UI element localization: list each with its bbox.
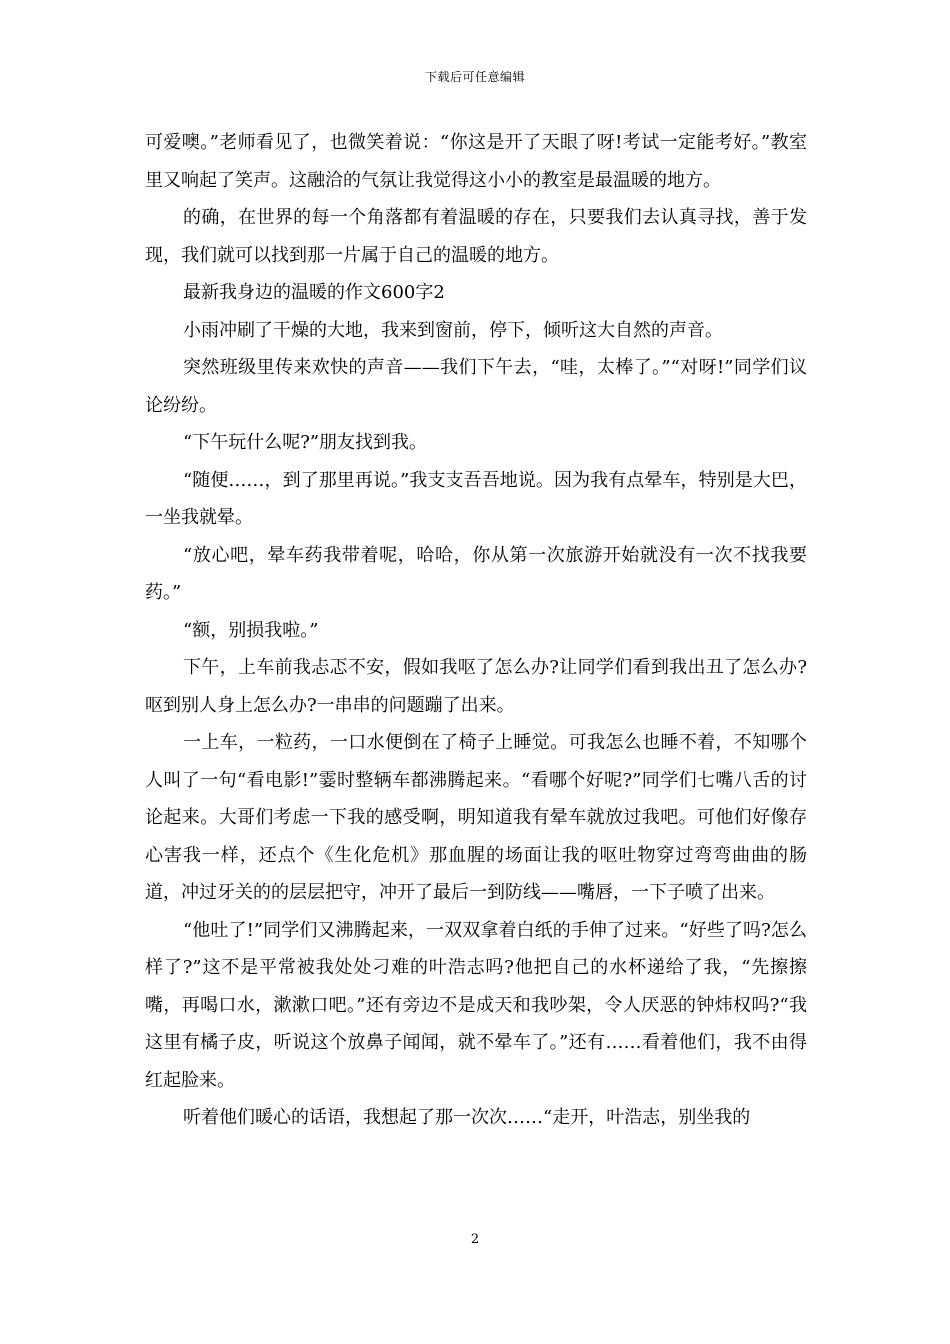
paragraph: “他吐了!”同学们又沸腾起来，一双双拿着白纸的手伸了过来。“好些了吗?怎么样了?”这不是平常被我处处刁难的叶浩志吗?他把自己的水杯递给了我，“先擦擦嘴，再喝口水，漱漱口吧。”还有旁边不是成天和我吵架，令人厌恶的钟炜权吗?“我这里有橘子皮，听说这个放鼻子闻闻，就不晕车了。”还有……看着他们，我不由得红起脸来。 (145, 919, 807, 1091)
paragraph: “随便……，到了那里再说。”我支支吾吾地说。因为我有点晕车，特别是大巴，一坐我就晕。 (145, 469, 807, 528)
paragraph: 听着他们暖心的话语，我想起了那一次次……“走开，叶浩志，别坐我的 (183, 1107, 751, 1128)
paragraph: 小雨冲刷了干燥的大地，我来到窗前，停下，倾听这大自然的声音。 (183, 319, 723, 341)
paragraph: 可爱噢。”老师看见了，也微笑着说：“你这是开了天眼了呀!考试一定能考好。”教室里又响起了笑声。这融洽的气氛让我觉得这小小的教室是最温暖的地方。 (145, 132, 807, 191)
paragraph: 的确，在世界的每一个角落都有着温暖的存在，只要我们去认真寻找，善于发现，我们就可以找到那一片属于自己的温暖的地方。 (145, 207, 807, 266)
paragraph: 最新我身边的温暖的作文600字2 (183, 282, 445, 303)
paragraph: 下午，上车前我忐忑不安，假如我呕了怎么办?让同学们看到我出丑了怎么办?呕到别人身上怎么办?一串串的问题蹦了出来。 (145, 657, 807, 716)
paragraph: 突然班级里传来欢快的声音——我们下午去，“哇，太棒了。”“对呀!”同学们议论纷纷。 (145, 357, 807, 416)
page-number: 2 (470, 1232, 480, 1247)
paragraph: “下午玩什么呢?”朋友找到我。 (183, 432, 428, 453)
page-header: 下载后可任意编辑 (424, 70, 525, 84)
paragraph: 一上车，一粒药，一口水便倒在了椅子上睡觉。可我怎么也睡不着，不知哪个人叫了一句“看电影!”霎时整辆车都沸腾起来。“看哪个好呢?”同学们七嘴八舌的讨论起来。大哥们考虑一下我的感受啊，明知道我有晕车就放过我吧。可他们好像存心害我一样，还点个《生化危机》那血腥的场面让我的呕吐物穿过弯弯曲曲的肠道，冲过牙关的的层层把守，冲开了最后一到防线——嘴唇，一下子喷了出来。 (145, 732, 807, 903)
paragraph: “放心吧，晕车药我带着呢，哈哈，你从第一次旅游开始就没有一次不找我要药。” (145, 544, 807, 603)
paragraph: “额，别损我啦。” (183, 619, 319, 641)
body-text (145, 124, 807, 1137)
